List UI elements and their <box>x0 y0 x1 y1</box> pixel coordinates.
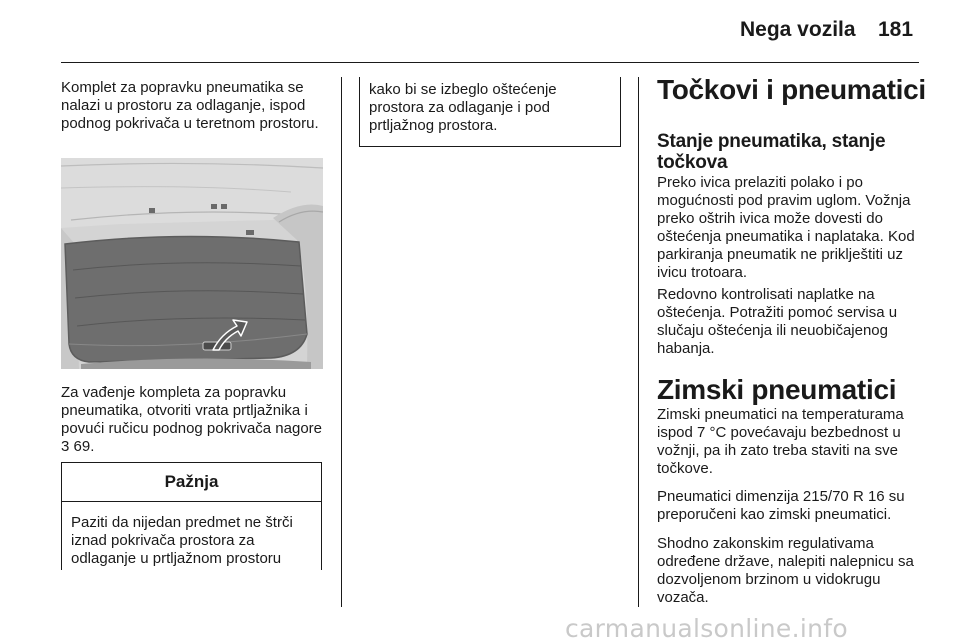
caution-text: Paziti da nijedan predmet ne štrči iznad pokrivača prostora za odlaganje u prtljažnom prostoru <box>71 514 293 567</box>
caution-box-continuation <box>359 77 621 147</box>
reference-page-link[interactable]: 69. <box>73 438 95 455</box>
caution-box <box>61 462 322 570</box>
repair-kit-removal-sentence: Za vađenje kompleta za popravku pneumatika, otvoriti vrata prtljažnika i povući ručicu podnog pokrivača nagore <box>61 384 322 437</box>
caution-text-continuation: kako bi se izbeglo oštećenje prostora za odlaganje i pod prtljažnog prostora. <box>369 81 557 134</box>
tyre-condition-text-1: Preko ivica prelaziti polako i po mogućnosti pod pravim uglom. Vožnja preko oštrih ivica može dovesti do oštećenja pneumatika i naplataka. Kod parkiranja pneumatik ne priklještiti uz ivicu trotoara. <box>657 174 915 281</box>
cargo-floor-cover-figure <box>61 158 323 369</box>
winter-tyres-text-1: Zimski pneumatici na temperaturama ispod 7 °C povećavaju bezbednost u vožnji, pa ih zato treba staviti na sve točkove. <box>657 406 904 477</box>
subheading-tyre-condition: Stanje pneumatika, stanje točkova <box>657 131 886 173</box>
repair-kit-removal-text <box>61 384 331 456</box>
reference-arrow-icon: 3 <box>61 438 70 455</box>
section-heading-winter-tyres: Zimski pneumatici <box>657 374 897 405</box>
column-divider-left <box>341 77 342 607</box>
tyre-condition-text-2: Redovno kontrolisati naplatke na oštećenja. Potražiti pomoć servisa u slučaju oštećenja ili neuobičajenog habanja. <box>657 286 898 357</box>
winter-tyres-text-3: Shodno zakonskim regulativama određene države, nalepiti nalepnicu sa dozvoljenom brzinom u vidokrugu vozača. <box>657 535 914 606</box>
winter-tyres-text-2: Pneumatici dimenzija 215/70 R 16 su preporučeni kao zimski pneumatici. <box>657 488 905 523</box>
repair-kit-location-text: Komplet za popravku pneumatika se nalazi u prostoru za odlaganje, ispod podnog pokrivača u teretnom prostoru. <box>61 79 319 132</box>
header-rule <box>61 62 919 63</box>
section-heading-wheels-tyres: Točkovi i pneumatici <box>657 74 926 105</box>
caution-title: Pažnja <box>62 463 321 502</box>
footer-watermark: carmanualsonline.info <box>565 614 848 643</box>
page-number: 181 <box>878 18 914 41</box>
cargo-floor-cover-illustration <box>61 158 323 369</box>
column-divider-right <box>638 77 639 607</box>
running-header-title: Nega vozila <box>740 18 856 41</box>
